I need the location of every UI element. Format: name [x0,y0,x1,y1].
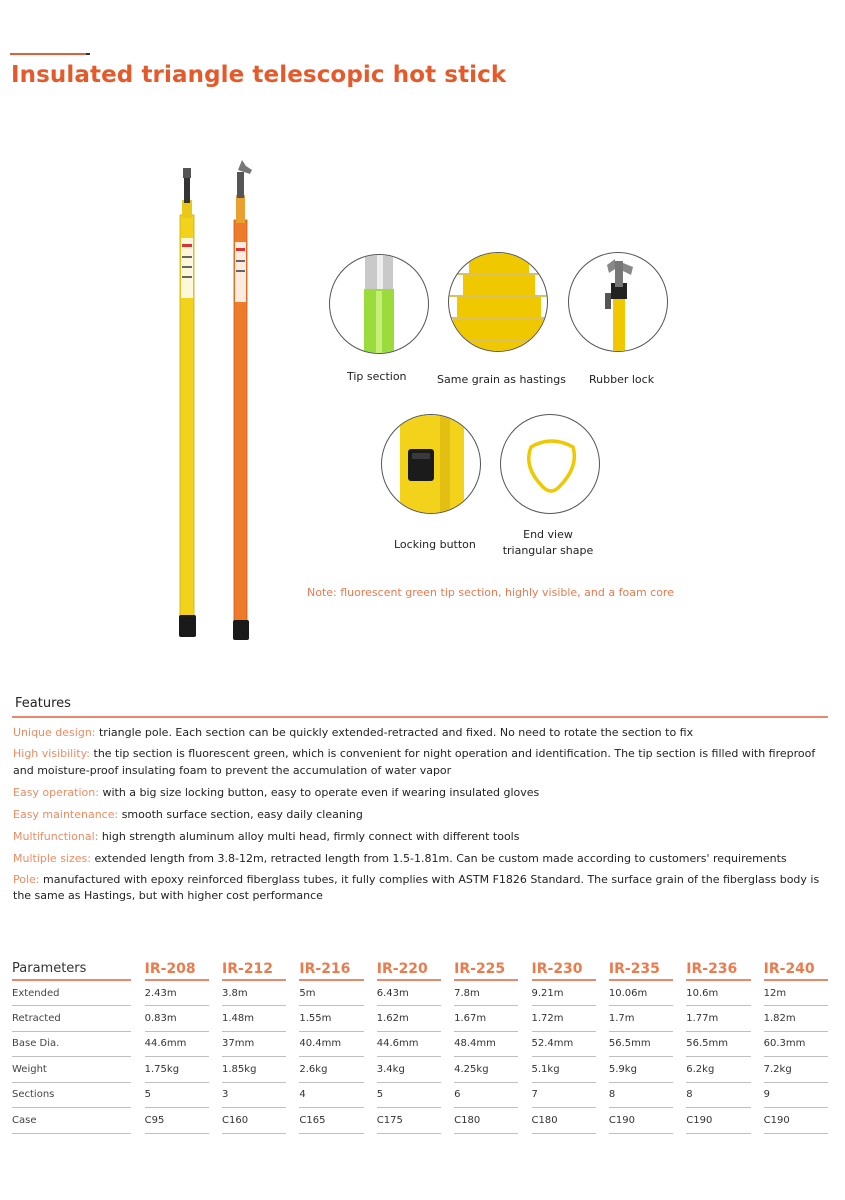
column-gap [131,1031,145,1057]
table-row [12,980,828,1006]
column-gap [596,1108,609,1134]
column-gap [364,1057,377,1083]
caption-grain: Same grain as hastings [437,373,566,386]
table-cell: 1.82m [764,1006,828,1032]
table-cell: 7 [532,1082,596,1108]
model-header-ir-230: IR-230 [532,958,596,980]
parameters-header-row [12,958,828,980]
detail-rubber-lock-image [568,252,668,352]
column-gap [751,1031,764,1057]
table-cell: 12m [764,980,828,1006]
feature-item: High visibility: the tip section is fluorescent green, which is convenient for night operation and identification. The tip section is filled with fireproof and moisture-proof insulating foam to prevent the accumulation of water vapor [13,747,816,777]
table-cell: 7.2kg [764,1057,828,1083]
column-gap [441,1108,454,1134]
feature-item: Multifunctional: high strength aluminum alloy multi head, firmly connect with different tools [13,829,520,843]
table-cell: 1.62m [377,1006,441,1032]
table-cell: 3.8m [222,980,286,1006]
table-cell: 1.85kg [222,1057,286,1083]
feature-item: Pole: manufactured with epoxy reinforced fiberglass tubes, it fully complies with ASTM F1826 Standard. The surface grain of the fiberglass body is the same as Hastings, but with higher cost performance [13,872,820,902]
row-label: Base Dia. [12,1031,131,1057]
column-gap [441,1082,454,1108]
column-gap [751,1057,764,1083]
column-gap [673,980,686,1006]
table-cell: 37mm [222,1031,286,1057]
column-gap [518,1031,531,1057]
column-gap [209,1108,222,1134]
column-gap [286,958,299,980]
column-gap [751,958,764,980]
table-cell: 1.55m [299,1006,363,1032]
table-cell: 5.9kg [609,1057,673,1083]
column-gap [673,1031,686,1057]
column-gap [596,1057,609,1083]
column-gap [364,1006,377,1032]
feature-item: Multiple sizes: extended length from 3.8-12m, retracted length from 1.5-1.81m. Can be custom made according to customers' requirements [13,851,787,865]
features-rule [12,716,828,718]
column-gap [518,958,531,980]
column-gap [596,1082,609,1108]
product-photo-poles [160,160,270,645]
table-cell: 2.6kg [299,1057,363,1083]
table-cell: 44.6mm [377,1031,441,1057]
table-cell: 5m [299,980,363,1006]
table-cell: 1.75kg [145,1057,209,1083]
table-cell: 6 [454,1082,518,1108]
column-gap [131,1108,145,1134]
table-cell: 4.25kg [454,1057,518,1083]
table-row [12,1057,828,1083]
table-cell: 3 [222,1082,286,1108]
table-cell: C160 [222,1108,286,1134]
detail-locking-button-image [381,414,481,514]
table-cell: 48.4mm [454,1031,518,1057]
table-cell: C190 [764,1108,828,1134]
table-cell: 5 [377,1082,441,1108]
table-cell: C180 [532,1108,596,1134]
table-cell: 0.83m [145,1006,209,1032]
table-cell: 1.7m [609,1006,673,1032]
table-cell: 8 [609,1082,673,1108]
column-gap [209,1057,222,1083]
model-header-ir-236: IR-236 [686,958,750,980]
column-gap [286,1108,299,1134]
row-label: Weight [12,1057,131,1083]
table-cell: 56.5mm [609,1031,673,1057]
table-cell: C175 [377,1108,441,1134]
table-cell: 6.2kg [686,1057,750,1083]
caption-end-view: End view triangular shape [502,528,594,557]
table-cell: 1.67m [454,1006,518,1032]
caption-tip-section: Tip section [347,370,407,383]
column-gap [596,1031,609,1057]
column-gap [286,1082,299,1108]
column-gap [673,1057,686,1083]
column-gap [364,980,377,1006]
table-cell: 5.1kg [532,1057,596,1083]
table-cell: 52.4mm [532,1031,596,1057]
table-cell: 1.72m [532,1006,596,1032]
column-gap [131,980,145,1006]
table-cell: 7.8m [454,980,518,1006]
column-gap [364,1082,377,1108]
row-label: Case [12,1108,131,1134]
column-gap [751,1082,764,1108]
column-gap [209,980,222,1006]
column-gap [518,1082,531,1108]
row-label: Extended [12,980,131,1006]
table-cell: 6.43m [377,980,441,1006]
column-gap [751,1108,764,1134]
table-row [12,1006,828,1032]
table-cell: 8 [686,1082,750,1108]
column-gap [209,1082,222,1108]
column-gap [286,980,299,1006]
column-gap [286,1031,299,1057]
features-heading: Features [15,696,71,711]
feature-item: Easy operation: with a big size locking button, easy to operate even if wearing insulated gloves [13,785,540,799]
column-gap [441,1031,454,1057]
column-gap [441,1006,454,1032]
model-header-ir-216: IR-216 [299,958,363,980]
model-header-ir-240: IR-240 [764,958,828,980]
table-cell: 5 [145,1082,209,1108]
table-cell: 40.4mm [299,1031,363,1057]
column-gap [596,980,609,1006]
column-gap [364,1108,377,1134]
column-gap [673,958,686,980]
page-title: Insulated triangle telescopic hot stick [11,62,507,88]
column-gap [131,1082,145,1108]
caption-locking-button: Locking button [394,538,476,551]
table-row [12,1108,828,1134]
column-gap [441,958,454,980]
column-gap [673,1108,686,1134]
table-cell: 44.6mm [145,1031,209,1057]
column-gap [751,980,764,1006]
column-gap [673,1082,686,1108]
table-cell: 1.48m [222,1006,286,1032]
row-label: Retracted [12,1006,131,1032]
model-header-ir-225: IR-225 [454,958,518,980]
column-gap [286,1057,299,1083]
table-cell: C190 [609,1108,673,1134]
table-cell: C190 [686,1108,750,1134]
column-gap [518,1108,531,1134]
table-cell: 1.77m [686,1006,750,1032]
column-gap [441,1057,454,1083]
column-gap [751,1006,764,1032]
column-gap [286,1006,299,1032]
column-gap [518,980,531,1006]
table-cell: 10.06m [609,980,673,1006]
model-header-ir-235: IR-235 [609,958,673,980]
model-header-ir-212: IR-212 [222,958,286,980]
column-gap [209,1031,222,1057]
table-cell: 56.5mm [686,1031,750,1057]
table-cell: 10.6m [686,980,750,1006]
title-accent-rule [10,53,86,55]
note-text: Note: fluorescent green tip section, highly visible, and a foam core [307,586,674,599]
table-cell: 4 [299,1082,363,1108]
table-row [12,1082,828,1108]
column-gap [518,1006,531,1032]
table-cell: 3.4kg [377,1057,441,1083]
table-cell: 2.43m [145,980,209,1006]
parameters-table [12,958,828,1134]
caption-rubber-lock: Rubber lock [589,373,655,386]
table-cell: C165 [299,1108,363,1134]
column-gap [441,980,454,1006]
column-gap [364,958,377,980]
row-label: Sections [12,1082,131,1108]
parameters-header-label: Parameters [12,958,131,980]
table-cell: 9 [764,1082,828,1108]
detail-tip-section-image [329,254,429,354]
column-gap [131,958,145,980]
features-list [13,724,829,909]
model-header-ir-208: IR-208 [145,958,209,980]
column-gap [209,958,222,980]
model-header-ir-220: IR-220 [377,958,441,980]
table-cell: C95 [145,1108,209,1134]
table-cell: C180 [454,1108,518,1134]
column-gap [518,1057,531,1083]
column-gap [209,1006,222,1032]
table-cell: 60.3mm [764,1031,828,1057]
detail-end-view-image [500,414,600,514]
column-gap [131,1057,145,1083]
column-gap [596,958,609,980]
feature-item: Easy maintenance: smooth surface section, easy daily cleaning [13,807,363,821]
feature-item: Unique design: triangle pole. Each section can be quickly extended-retracted and fixed. No need to rotate the section to fix [13,726,694,739]
detail-grain-image [448,252,548,352]
column-gap [673,1006,686,1032]
table-row [12,1031,828,1057]
table-cell: 9.21m [532,980,596,1006]
column-gap [364,1031,377,1057]
column-gap [131,1006,145,1032]
column-gap [596,1006,609,1032]
